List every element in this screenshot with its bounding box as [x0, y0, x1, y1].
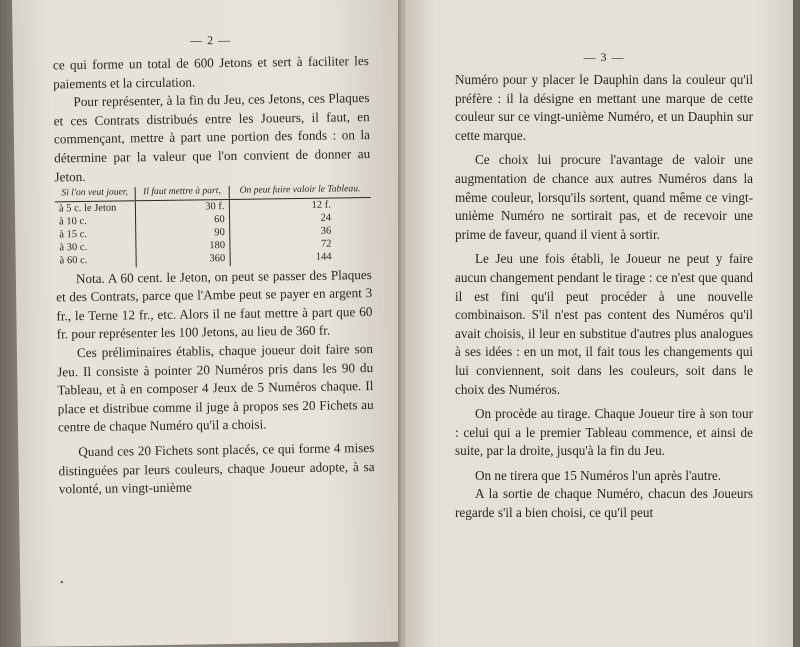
page-number: — 2 —	[189, 32, 232, 48]
table-cell: 180	[136, 239, 230, 254]
paragraph: Numéro pour y placer le Dauphin dans la couleur qu'il préfère : il la désigne en mettant une marque de cette couleur sur ce vingt-unième Numéro, et un Dauphin sur cette marque.	[455, 72, 753, 143]
table-cell: 60	[135, 213, 229, 228]
paragraph: Ces préliminaires établis, chaque joueur doit faire son Jeu. Il consiste à pointer 20 Numéros pris dans les 90 du Tableau, et à en composer 4 Jeux de 5 Numéros chaque. Il place et distribue comme il juge à propos ses 20 Fichets au centre de chaque Numéro qu'il a choisi.	[57, 341, 374, 435]
table-cell: à 60 c.	[59, 255, 88, 267]
table-header: On peut faire valoir le Tableau.	[229, 184, 371, 199]
table-cell: 90	[136, 226, 230, 241]
table-header: Il faut mettre à part,	[135, 186, 229, 200]
paragraph: On ne tirera que 15 Numéros l'un après l'autre.	[475, 467, 722, 483]
paragraph: Le Jeu une fois établi, le Joueur ne peut y faire aucun changement pendant le tirage : ce n'est que quand il est fini qu'il peut procéder à une nouvelle combinaison. S'il n'est pas content des Numéros qu'il avait choisis, il leur en substitue d'autres plus analogues à ses idées : en un mot, il fait tous les changements qui lui conviennent, soit dans les couleurs, soit dans le choix des Numéros.	[455, 251, 753, 397]
table-cell: 12 f.	[229, 197, 371, 213]
table-cell: à 30 c.	[59, 242, 88, 254]
table-cell: à 15 c.	[59, 229, 88, 241]
left-page	[12, 0, 409, 647]
paragraph: Quand ces 20 Fichets sont placés, ce qui forme 4 mises distinguées par leurs couleurs, chaque Joueur adopte, à sa volonté, un vingt-unième	[58, 440, 375, 497]
paragraph: Ce choix lui procure l'avantage de valoir une augmentation de chance aux autres Numéros dans la même couleur, lorsqu'ils sortent, quand même ce vingt-unième Numéro ne sortirait pas, et de recevoir une prime de faveur, quand il vient à sortir.	[455, 152, 753, 242]
table-cell: 72	[229, 237, 371, 252]
table-header: Si l'on veut jouer,	[55, 187, 136, 201]
table-cell: 24	[229, 211, 371, 226]
page-mark: •	[60, 577, 64, 589]
paragraph: Nota. A 60 cent. le Jeton, on peut se passer des Plaques et des Contrats, parce que l'Ambe peut se payer en argent 3 fr., le Terne 12 fr., etc. Alors il ne faut mettre à part que 60 fr. pour représenter les 100 Jetons, au lieu de 360 fr.	[56, 266, 373, 342]
right-page-text	[455, 71, 753, 523]
table-cell: 36	[229, 224, 371, 239]
paragraph: On procède au tirage. Chaque Joueur tire à son tour : celui qui a le premier Tableau commence, et ainsi de suite, par la droite, jusqu'à la fin du Jeu.	[455, 406, 753, 459]
table-cell: 144	[230, 250, 372, 265]
tariff-table	[55, 184, 372, 268]
table-cell: à 10 c.	[59, 215, 87, 228]
table-cell: 30 f.	[135, 199, 229, 214]
table-cell: 360	[136, 252, 230, 267]
page-number: — 3 —	[583, 50, 625, 64]
paragraph: ce qui forme un total de 600 Jetons et sert à faciliter les paiements et la circulation.	[52, 53, 369, 92]
table-cell: à 5 c. le Jeton	[58, 202, 117, 215]
right-page	[405, 0, 793, 647]
left-page-text	[53, 52, 375, 499]
paragraph: Pour représenter, à la fin du Jeu, ces Jetons, ces Plaques et ces Contrats distribués entre les Joueurs, il faut, en commençant, mettre à part une portion des fonds : on la détermine par la valeur que l'on convient de donner au Jeton.	[53, 90, 371, 184]
paragraph: A la sortie de chaque Numéro, chacun des Joueurs regarde s'il a bien choisi, ce qu'il peut	[455, 486, 753, 521]
